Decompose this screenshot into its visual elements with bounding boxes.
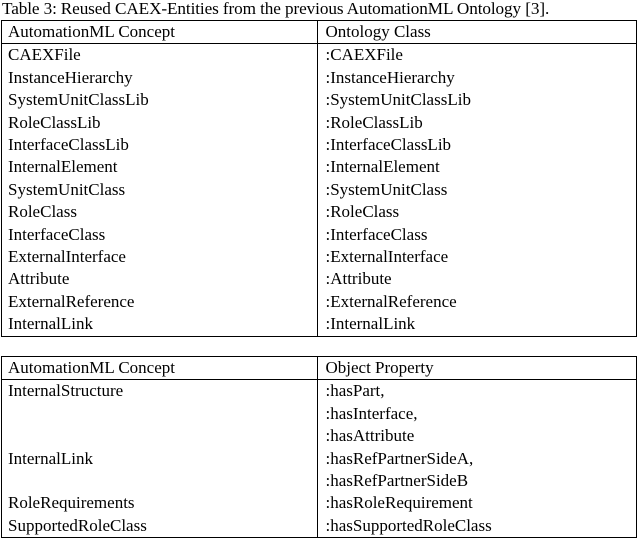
cell-object-property: :hasInterface, bbox=[318, 403, 637, 425]
cell-concept: RoleClass bbox=[8, 202, 77, 222]
table-row bbox=[2, 380, 637, 403]
cell-object-property: :hasAttribute bbox=[318, 425, 637, 447]
table-row bbox=[2, 44, 637, 67]
column-header-object-property: Object Property bbox=[318, 357, 637, 380]
cell-ontology-class: :SystemUnitClass bbox=[318, 179, 637, 201]
cell-concept: SupportedRoleClass bbox=[8, 515, 147, 535]
cell-concept: InterfaceClass bbox=[8, 224, 106, 244]
cell-ontology-class: :CAEXFile bbox=[318, 44, 637, 67]
cell-concept: InternalLink bbox=[8, 448, 93, 468]
cell-concept: InternalElement bbox=[8, 157, 118, 177]
table-reused-entities-body bbox=[2, 44, 637, 336]
table-row bbox=[2, 403, 637, 425]
table-reused-entities-head bbox=[2, 21, 637, 44]
column-header-automationml-concept: AutomationML Concept bbox=[8, 22, 175, 41]
table-row bbox=[2, 291, 637, 313]
table-row bbox=[2, 515, 637, 538]
table-header-row bbox=[2, 21, 637, 44]
table-reused-entities bbox=[1, 20, 637, 337]
cell-concept: ExternalInterface bbox=[8, 247, 126, 267]
caption-text: Reused CAEX-Entities from the previous AutomationML Ontology [3]. bbox=[60, 0, 550, 18]
cell-concept: InternalStructure bbox=[8, 381, 124, 401]
table-row bbox=[2, 492, 637, 514]
cell-ontology-class: :SystemUnitClassLib bbox=[318, 89, 637, 111]
caption-label: Table 3: bbox=[2, 0, 57, 18]
table-row bbox=[2, 156, 637, 178]
cell-concept: Attribute bbox=[8, 269, 70, 289]
cell-ontology-class: :RoleClass bbox=[318, 201, 637, 223]
cell-concept: RoleRequirements bbox=[8, 493, 135, 513]
cell-ontology-class: :RoleClassLib bbox=[318, 112, 637, 134]
cell-concept: CAEXFile bbox=[8, 45, 81, 65]
table-row bbox=[2, 313, 637, 336]
cell-ontology-class: :Attribute bbox=[318, 268, 637, 290]
cell-concept: ExternalReference bbox=[8, 291, 135, 311]
cell-ontology-class: :InternalElement bbox=[318, 156, 637, 178]
cell-concept bbox=[2, 425, 318, 447]
column-header-ontology-class: Ontology Class bbox=[318, 21, 637, 44]
cell-object-property: :hasRefPartnerSideA, bbox=[318, 448, 637, 470]
cell-object-property: :hasPart, bbox=[318, 380, 637, 403]
cell-ontology-class: :InternalLink bbox=[318, 313, 637, 336]
table-object-properties-head bbox=[2, 357, 637, 380]
table-row bbox=[2, 425, 637, 447]
table-caption bbox=[2, 0, 638, 19]
cell-object-property: :hasRefPartnerSideB bbox=[318, 470, 637, 492]
cell-concept: RoleClassLib bbox=[8, 112, 101, 132]
table-row bbox=[2, 134, 637, 156]
cell-ontology-class: :ExternalInterface bbox=[318, 246, 637, 268]
table-row bbox=[2, 246, 637, 268]
table-row bbox=[2, 470, 637, 492]
table-row bbox=[2, 112, 637, 134]
cell-concept: InterfaceClassLib bbox=[8, 135, 129, 155]
table-header-row bbox=[2, 357, 637, 380]
cell-concept: InstanceHierarchy bbox=[8, 67, 133, 87]
table-row bbox=[2, 179, 637, 201]
table-row bbox=[2, 89, 637, 111]
table-row bbox=[2, 201, 637, 223]
column-header-automationml-concept: AutomationML Concept bbox=[8, 358, 175, 377]
table-row bbox=[2, 67, 637, 89]
cell-ontology-class: :InterfaceClassLib bbox=[318, 134, 637, 156]
table-row bbox=[2, 268, 637, 290]
table-row bbox=[2, 448, 637, 470]
cell-concept: SystemUnitClass bbox=[8, 179, 126, 199]
cell-object-property: :hasSupportedRoleClass bbox=[318, 515, 637, 538]
cell-ontology-class: :InstanceHierarchy bbox=[318, 67, 637, 89]
table-object-properties-body bbox=[2, 380, 637, 538]
cell-ontology-class: :InterfaceClass bbox=[318, 224, 637, 246]
cell-concept bbox=[2, 470, 318, 492]
cell-object-property: :hasRoleRequirement bbox=[318, 492, 637, 514]
cell-ontology-class: :ExternalReference bbox=[318, 291, 637, 313]
table-row bbox=[2, 224, 637, 246]
table-object-properties bbox=[1, 356, 637, 538]
cell-concept: SystemUnitClassLib bbox=[8, 90, 149, 110]
cell-concept bbox=[2, 403, 318, 425]
cell-concept: InternalLink bbox=[8, 314, 93, 334]
